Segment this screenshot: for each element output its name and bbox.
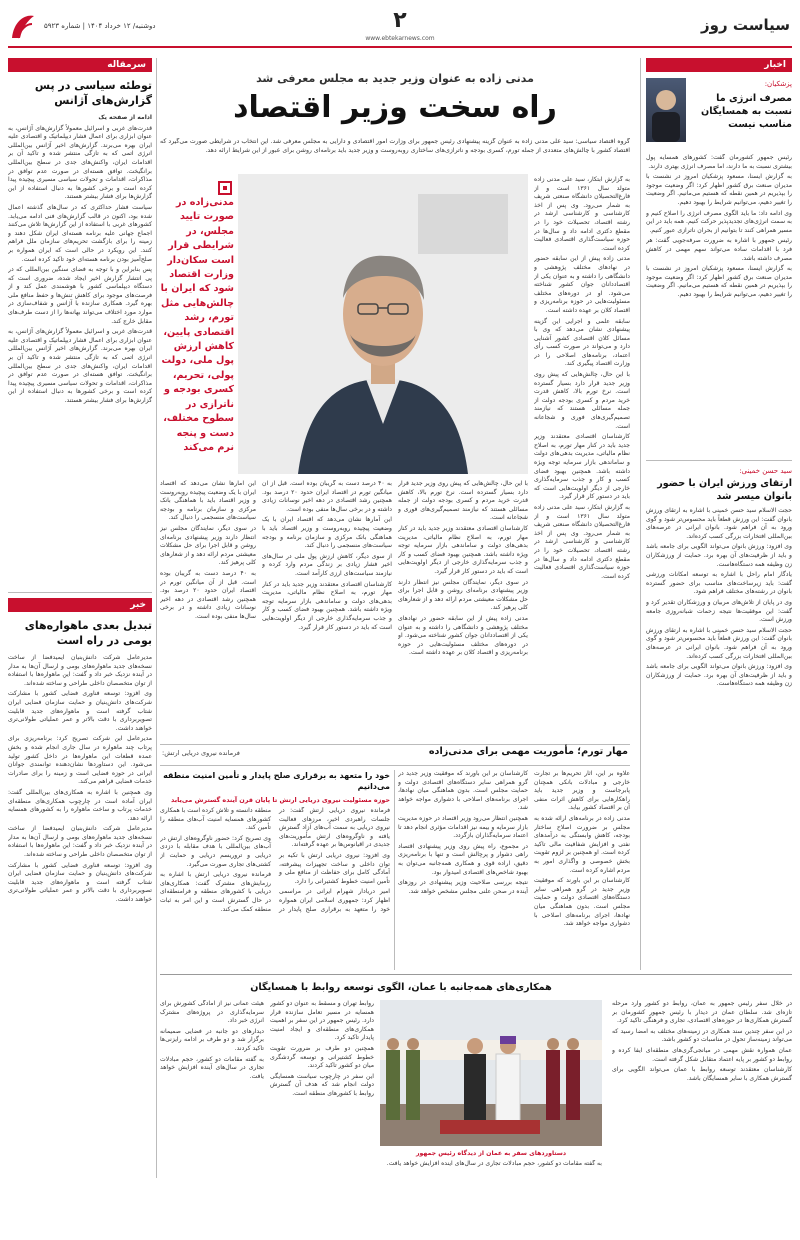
- article-paragraph: در سوی دیگر، نمایندگان مجلس نیز انتظار دارند وزیر پیشنهادی برنامه‌ای روشن و قابل اجرا برای حل مشکلات معیشتی مردم ارائه دهد و از شعارهای کلی پرهیز کند.: [398, 578, 528, 612]
- pull-quote: مدنی‌زاده در صورت تایید مجلس، در شرایطی قرار است سکان‌دار وزارت اقتصاد شود که ایران با چالش‌هایی مثل تورم، رشد اقتصادی پایین، کاهش ارزش پول ملی، دولت پولی، تحریم، کسری بودجه و ناترازی در سطوح مختلف، دست و پنجه نرم می‌کند: [160, 197, 234, 453]
- article-paragraph: مدنی زاده پیش از این سابقه حضور در نهادهای مختلف پژوهشی و دانشگاهی را داشته و به عنوان یکی از اقتصاددانان جوان کشور شناخته می‌شود. او در دوره‌های مختلف مسئولیت‌هایی در حوزه برنامه‌ریزی و اقتصاد کلان بر عهده داشته است.: [534, 255, 630, 314]
- article-paragraph: علاوه بر این، آثار تحریم‌ها بر تجارت خارجی و مبادلات بانکی همچنان پابرجاست و وزیر جدید باید راهکارهایی برای کاهش اثرات منفی آن بر اقتصاد کشور بیابد.: [534, 770, 630, 812]
- news-paragraph: مدیرعامل شرکت دانش‌بنیان ایمیدفضا از ساخت نسخه‌های جدید ماهواره‌های بومی و ارسال آن‌ها به مدار در آینده نزدیک خبر داد و گفت: این ماهواره‌ها با استفاده از توان متخصصان داخلی طراحی و ساخته شده‌اند.: [8, 825, 152, 859]
- article-kicker: مدنی زاده به عنوان وزیر جدید به مجلس معرفی شد: [256, 72, 534, 85]
- article-paragraph: از سوی دیگر، کاهش ارزش پول ملی در سال‌های اخیر فشار زیادی بر زندگی مردم وارد کرده و نیازمند سیاست‌های ارزی کارآمد است.: [262, 552, 392, 577]
- military-paragraph: امیر دریادار شهرام ایرانی در مراسمی اظهار کرد: جمهوری اسلامی ایران همواره خود را متعهد به برقراری صلح پایدار در منطقه دانسته و تلاش کرده است با همکاری کشورهای همسایه امنیت آب‌های منطقه را تأمین کند.: [160, 807, 390, 913]
- issue-info: دوشنبه/ ۱۲ خرداد ۱۴۰۴ | شماره ۵۹۲۳: [44, 22, 156, 30]
- article-lower-right: [534, 770, 630, 970]
- article-paragraph: با این حال، چالش‌هایی که پیش روی وزیر جدید قرار دارد بسیار گسترده است. نرخ تورم بالا، کاهش قدرت خرید مردم و کسری بودجه دولت از جمله مسائلی هستند که نیازمند تصمیم‌گیری‌های فوری و شجاعانه است.: [398, 480, 528, 522]
- bottom-paragraph: به گفته مقامات دو کشور، حجم مبادلات تجاری در سال‌های آینده افزایش خواهد یافت.: [160, 1055, 264, 1080]
- news2-body: [646, 507, 792, 917]
- divider: [8, 592, 152, 593]
- bottom-col-d: [160, 1000, 264, 1176]
- news2-paragraph: یادگار امام راحل با اشاره به توسعه امکانات ورزشی گفت: باید زیرساخت‌های مناسب برای حضور گسترده بانوان در رشته‌های مختلف فراهم شود.: [646, 571, 792, 596]
- news1-body: [646, 154, 792, 454]
- article-paragraph: همچنین انتظار می‌رود وزیر اقتصاد در حوزه مدیریت بازار سرمایه و بیمه نیز اقدامات مؤثری انجام دهد تا اعتماد سرمایه‌گذاران بازگردد.: [398, 814, 528, 840]
- bottom-col-a: [612, 1000, 792, 1176]
- bottom-col-b: [380, 1160, 602, 1180]
- bottom-paragraph: به گفته مقامات دو کشور، حجم مبادلات تجاری در سال‌های آینده افزایش خواهد یافت.: [386, 1160, 602, 1167]
- news2-paragraph: حجت الاسلام سید حسن خمینی با اشاره به ارتقای ورزش بانوان گفت: این ورزش قطعاً باید محسوس‌تر شود و گوی ورود به آن فراهم شود. بانوان ایرانی در عرصه‌های بین‌المللی افتخارات بزرگی کسب کرده‌اند.: [646, 626, 792, 660]
- article-col-mid: [398, 480, 528, 738]
- article-paragraph: کارشناسان اقتصادی معتقدند وزیر جدید باید در کنار مهار تورم، به اصلاح نظام مالیاتی، مدیریت بدهی‌های دولت و ساماندهی بازار سرمایه توجه ویژه داشته باشد. همچنین بهبود فضای کسب و کار و جذب سرمایه‌گذاری خارجی از دیگر اولویت‌هایی است که باید در دستور کار قرار گیرد.: [398, 524, 528, 575]
- bottom-paragraph: هیئت عمانی نیز از آمادگی کشورش برای سرمایه‌گذاری در پروژه‌های مشترک انرژی خبر داد.: [160, 1000, 264, 1025]
- news1-paragraph: به گزارش ایسنا، مسعود پزشکیان امروز در نشست با مدیران صنعت برق کشور اظهار کرد: اگر وضعیت موجود را بپذیریم در همین نقطه که هستیم می‌مانیم. اگر وضعیت را تغییر دهیم، می‌توانیم شرایط را بهبود دهیم.: [646, 265, 792, 298]
- news-title: تبدیل بعدی ماهواره‌های بومی در راه است: [24, 619, 152, 647]
- bottom-paragraph: کارشناسان معتقدند توسعه روابط با عمان می‌تواند الگویی برای گسترش همکاری با سایر همسایگان باشد.: [612, 1066, 792, 1082]
- section-title: سیاست روز: [701, 16, 790, 34]
- bottom-paragraph: عمان همواره نقش مهمی در میانجی‌گری‌های منطقه‌ای ایفا کرده و روابط دو کشور بر پایه اعتماد متقابل شکل گرفته است.: [612, 1046, 792, 1063]
- article-paragraph: به ۴۰ درصد دست به گریبان بوده است. قبل از آن میانگین تورم در اقتصاد ایران حدود ۲۰ درصد بود. همچنین رشد اقتصادی در دهه اخیر نوسانات زیادی داشته و در برخی سال‌ها منفی بوده است.: [262, 480, 392, 513]
- article-paragraph: نتیجه بررسی صلاحیت وزیر پیشنهادی در روزهای آینده در صحن علنی مجلس مشخص خواهد شد.: [398, 879, 528, 895]
- article-paragraph: به گزارش ابتکار، سید علی مدنی زاده متولد سال ۱۳۶۱ است و از فارغ‌التحصیلان دانشگاه صنعتی شریف به شمار می‌رود. وی پس از اخذ کارشناسی و کارشناسی ارشد در رشته اقتصاد، تحصیلات خود را در مقطع دکتری ادامه داد و سال‌ها در حوزه سیاست‌گذاری اقتصادی فعالیت کرده است.: [534, 503, 630, 580]
- editorial-paragraph: ادامه از صفحه یک: [98, 114, 152, 121]
- photo-caption: دستاوردهای سفر به عمان از دیدگاه رئیس جمهور: [415, 1150, 567, 1157]
- military-body: [160, 807, 390, 967]
- bottom-paragraph: در این سفر چندین سند همکاری در زمینه‌های مختلف به امضا رسید که می‌تواند زمینه‌ساز تحول در مناسبات دو کشور باشد.: [612, 1027, 792, 1044]
- bottom-paragraph: همچنین دو طرف بر ضرورت تقویت خطوط کشتیرانی و توسعه گردشگری میان دو کشور تاکید کردند.: [270, 1044, 374, 1070]
- military-paragraph: فرمانده نیروی دریایی ارتش گفت: در جلسات راهبردی اخیر، مرزهای فعالیت نیروی دریایی به سمت آب‌های آزاد گسترش یافته و ناوگروه‌های ارتش مأموریت‌های جدیدی در اقیانوس‌ها بر عهده گرفته‌اند.: [279, 807, 390, 849]
- news1-paragraph: رئیس جمهور با اشاره به ضرورت صرفه‌جویی گفت: هر فرد با اقدامات ساده می‌تواند سهم مهمی در کاهش مصرف داشته باشد.: [646, 237, 792, 262]
- briefs-section: [646, 58, 792, 917]
- military-subtitle: حوزه مسئولیت نیروی دریایی ارتش تا پایان قرن آینده گسترش می‌یابد: [171, 796, 390, 804]
- article-paragraph: با این حال، چالش‌هایی که پیش روی وزیر جدید قرار دارد بسیار گسترده است. نرخ تورم بالا، کاهش قدرت خرید مردم و کسری بودجه دولت از جمله مسائلی هستند که نیازمند تصمیم‌گیری‌های فوری و شجاعانه است.: [534, 371, 630, 430]
- military-paragraph: وی تصریح کرد: حضور ناوگروه‌های ارتش در آب‌های بین‌المللی با هدف مقابله با دزدی دریایی و تروریسم دریایی و حمایت از کشتی‌های تجاری صورت می‌گیرد.: [160, 834, 271, 868]
- news2-paragraph: وی افزود: ورزش بانوان می‌تواند الگویی برای جامعه باشد و باید از ظرفیت‌های آن بهره برد. حمایت از ورزشکاران زن وظیفه همه دستگاه‌هاست.: [646, 543, 792, 568]
- editorial-paragraph: پس بنابراین و با توجه به فضای سنگین بین‌المللی که در پی انتشار گزارش اخیر ایجاد شده، ضروری است که دستگاه دیپلماسی کشور با هوشمندی عمل کند و از فرصت‌های موجود برای کاهش تنش‌ها و حفظ منافع ملی بهره گیرد. همکاری سازنده با آژانس و شفاف‌سازی در موارد مورد اختلاف می‌تواند بهانه‌ها را از دست طرف‌های مقابل خارج کند.: [8, 266, 152, 325]
- news-body: [8, 654, 152, 1224]
- news-tag: خبر: [8, 598, 152, 612]
- editorial-body: [8, 114, 152, 588]
- article-paragraph: این آمارها نشان می‌دهد که اقتصاد ایران با یک وضعیت پیچیده روبه‌روست و وزیر اقتصاد باید با هماهنگی بانک مرکزی و سازمان برنامه و بودجه سیاست‌های منسجمی را دنبال کند.: [262, 516, 392, 550]
- article-paragraph: مدنی زاده پیش از این سابقه حضور در نهادهای مختلف پژوهشی و دانشگاهی را داشته و به عنوان یکی از اقتصاددانان جوان کشور شناخته می‌شود. او در دوره‌های مختلف مسئولیت‌هایی در حوزه برنامه‌ریزی و اقتصاد کلان بر عهده داشته است.: [398, 614, 528, 657]
- article-paragraph: کارشناسان بر این باورند که موفقیت وزیر جدید در گرو همراهی سایر دستگاه‌های اقتصادی دولت و حمایت مجلس است. بدون هماهنگی میان نهادها، اجرای برنامه‌های اصلاحی با دشواری مواجه خواهد شد.: [398, 770, 528, 812]
- military-paragraph: وی افزود: نیروی دریایی ارتش با تکیه بر توان داخلی و ساخت تجهیزات پیشرفته، آمادگی کامل برای حفاظت از منافع ملی و تأمین امنیت خطوط کشتیرانی را دارد.: [279, 851, 390, 885]
- military-paragraph: فرمانده نیروی دریایی ارتش با اشاره به رزمایش‌های مشترک گفت: همکاری‌های دریایی با کشورهای منطقه و فرامنطقه‌ای در حال گسترش است و این امر به ثبات منطقه کمک می‌کند.: [160, 871, 271, 913]
- editorial-paragraph: قدرت‌های غربی و اسرائیل معمولاً گزارش‌های آژانس، به عنوان ابزاری برای اعمال فشار دیپلماتیک و اقتصادی علیه ایران بهره می‌برند. گزارش‌های اخیر آژانس بین‌المللی انرژی اتمی که به تازگی منتشر شده و تاکید آن بر اقدامات ایران، واکنش‌های جدی در سطح بین‌المللی برانگیخت. توافق هسته‌ای در صورت عدم توافق در مذاکرات، اقدامات و تحولات سیاسی مسیری پیچیده پیدا کرده است و برخی کشورها به دنبال استفاده از این گزارش‌ها برای فشار بیشتر هستند.: [8, 124, 152, 201]
- article-lower-mid: [398, 770, 528, 970]
- bottom-paragraph: دیدارهای دو جانبه در فضایی صمیمانه برگزار شد و دو طرف بر ادامه رایزنی‌ها تاکید کردند.: [160, 1027, 264, 1052]
- editorial-tag: سرمقاله: [8, 58, 152, 72]
- news1-paragraph: رئیس جمهور کشورمان گفت: کشورهای همسایه پول بیشتری نسبت به ما دارند، اما مصرف انرژی بهتری دارند.: [646, 154, 792, 170]
- news1-paragraph: به گزارش ایسنا، مسعود پزشکیان امروز در نشست با مدیران صنعت برق کشور اظهار کرد: اگر وضعیت موجود را بپذیریم در همین نقطه که هستیم می‌مانیم. اگر وضعیت را تغییر دهیم، می‌توانیم شرایط را بهبود دهیم.: [646, 173, 792, 206]
- article-col-right: [534, 176, 630, 740]
- editorial-title: توطئه سیاسی در پس گزارش‌های آژانس: [34, 79, 152, 107]
- article-paragraph: کارشناسان بر این باورند که موفقیت وزیر جدید در گرو همراهی سایر دستگاه‌های اقتصادی دولت و حمایت مجلس است. بدون هماهنگی میان نهادها، اجرای برنامه‌های اصلاحی با دشواری مواجه خواهد شد.: [534, 877, 630, 928]
- news2-title: ارتقای ورزش ایران با حضور بانوان میسر شد: [657, 478, 792, 502]
- news-paragraph: وی همچنین با اشاره به همکاری‌های بین‌المللی گفت: ایران آماده است در چارچوب همکاری‌های منطقه‌ای خدمات پرتاب و ساخت ماهواره را به کشورهای همسایه ارائه دهد.: [8, 788, 152, 822]
- news-paragraph: مدیرعامل شرکت دانش‌بنیان ایمیدفضا از ساخت نسخه‌های جدید ماهواره‌های بومی و ارسال آن‌ها به مدار در آینده نزدیک خبر داد و گفت: این ماهواره‌ها با استفاده از توان متخصصان داخلی طراحی و ساخته شده‌اند.: [8, 654, 152, 687]
- newspaper-logo-icon: [8, 10, 38, 42]
- article-paragraph: سابقه علمی و اجرایی این گزینه پیشنهادی نشان می‌دهد که وی با مسائل کلان اقتصادی کشور آشنایی دارد و می‌تواند در صورت کسب رأی اعتماد، برنامه‌های اصلاحی را در وزارت اقتصاد پیگیری کند.: [534, 317, 630, 368]
- news1-paragraph: وی ادامه داد: ما باید الگوی مصرف انرژی را اصلاح کنیم و به سمت انرژی‌های تجدیدپذیر حرکت کنیم. همه باید در این مسیر همراهی کنند تا بتوانیم از بحران ناترازی عبور کنیم.: [646, 209, 792, 234]
- space-news-section: [8, 598, 152, 1224]
- bottom-paragraph: این سفر در چارچوب سیاست همسایگی دولت انجام شد که هدف آن گسترش روابط با کشورهای منطقه است.: [270, 1072, 374, 1097]
- article-paragraph: به ۴۰ درصد دست به گریبان بوده است. قبل از آن میانگین تورم در اقتصاد ایران حدود ۲۰ درصد بود. همچنین رشد اقتصادی در دهه اخیر نوسانات زیادی داشته و در برخی سال‌ها منفی بوده است.: [160, 569, 256, 620]
- divider: [160, 974, 792, 975]
- article-paragraph: کارشناسان اقتصادی معتقدند وزیر جدید باید در کنار مهار تورم، به اصلاح نظام مالیاتی، مدیریت بدهی‌های دولت و ساماندهی بازار سرمایه توجه ویژه داشته باشد. همچنین بهبود فضای کسب و کار و جذب سرمایه‌گذاری خارجی از دیگر اولویت‌هایی است که باید در دستور کار قرار گیرد.: [262, 580, 392, 631]
- military-news: [160, 770, 390, 967]
- quote-icon: [218, 180, 232, 194]
- news-paragraph: وی افزود: توسعه فناوری فضایی کشور با مشارکت شرکت‌های دانش‌بنیان و حمایت سازمان فضایی ایران شتاب گرفته است و ماهواره‌های جدید قابلیت تصویربرداری با دقت بالاتر و عمر عملیاتی طولانی‌تری خواهند داشت.: [8, 861, 152, 904]
- article-paragraph: به گزارش ابتکار، سید علی مدنی زاده متولد سال ۱۳۶۱ است و از فارغ‌التحصیلان دانشگاه صنعتی شریف به شمار می‌رود. وی پس از اخذ کارشناسی و کارشناسی ارشد در رشته اقتصاد، تحصیلات خود را در مقطع دکتری ادامه داد و سال‌ها در حوزه سیاست‌گذاری اقتصادی فعالیت کرده است.: [534, 176, 630, 252]
- column-divider: [394, 770, 395, 970]
- strip-source: فرمانده نیروی دریایی ارتش:: [162, 749, 240, 757]
- article-paragraph: این آمارها نشان می‌دهد که اقتصاد ایران با یک وضعیت پیچیده روبه‌روست و وزیر اقتصاد باید با هماهنگی بانک مرکزی و سازمان برنامه و بودجه سیاست‌های منسجمی را دنبال کند.: [160, 480, 256, 522]
- bottom-paragraph: روابط تهران و مسقط به عنوان دو کشور همسایه در مسیر تعامل سازنده قرار دارد. رئیس جمهور در این سفر بر اهمیت همکاری‌های منطقه‌ای و ایجاد امنیت پایدار تاکید کرد.: [270, 1000, 374, 1042]
- header-rule: [8, 46, 792, 48]
- news1-title: مصرف انرژی ما نسبت به همسایگان مناسب نیست: [701, 93, 792, 130]
- editorial-paragraph: سیاست فشار حداکثری که در سال‌های گذشته اعمال شده بود، اکنون در قالب گزارش‌های فنی ادامه می‌یابد. کشورهای غربی با استفاده از این گزارش‌ها تلاش می‌کنند اجماع جهانی علیه برنامه هسته‌ای ایران شکل دهند و زمینه را برای بازگشت تحریم‌های سازمان ملل فراهم کنند. این رویکرد در حالی است که ایران همواره بر صلح‌آمیز بودن برنامه هسته‌ای خود تاکید کرده است.: [8, 203, 152, 263]
- bottom-col-c: [270, 1000, 374, 1176]
- editorial-section: [8, 58, 152, 588]
- column-divider: [156, 58, 157, 1178]
- article-lead: گروه اقتصاد سیاسی: سید علی مدنی زاده به عنوان گزینه پیشنهادی رئیس جمهور برای وزارت امور اقتصادی و دارایی به مجلس معرفی شد. این انتخاب در شرایطی صورت می‌گیرد که اقتصاد کشور با چالش‌های متعددی از جمله تورم، کسری بودجه و ناترازی‌های ساختاری روبه‌روست و وزیر جدید باید برنامه‌ای روشن برای عبور از این شرایط ارائه دهد.: [160, 138, 630, 154]
- news2-paragraph: وی افزود: ورزش بانوان می‌تواند الگویی برای جامعه باشد و باید از ظرفیت‌های آن بهره برد. حمایت از ورزشکاران زن وظیفه همه دستگاه‌هاست.: [646, 663, 792, 688]
- article-paragraph: مدنی زاده در برنامه‌های ارائه شده به مجلس بر ضرورت اصلاح ساختار بودجه، کاهش وابستگی به درآمدهای نفتی و افزایش شفافیت مالی تاکید کرده است. او همچنین بر لزوم تقویت بخش خصوصی و واگذاری امور به مردم اشاره کرده است.: [534, 814, 630, 874]
- article-headline: راه سخت وزیر اقتصاد: [233, 90, 557, 125]
- briefs-tag: اخبار: [646, 58, 792, 72]
- article-paragraph: در مجموع، راه پیش روی وزیر پیشنهادی اقتصاد راهی دشوار و پرچالش است و تنها با برنامه‌ریزی دقیق، اراده قوی و همکاری همه‌جانبه می‌توان به بهبود شاخص‌های اقتصادی امیدوار بود.: [398, 842, 528, 876]
- news1-source: پزشکیان:: [764, 80, 792, 88]
- minister-photo: [238, 174, 528, 474]
- news2-paragraph: حجت الاسلام سید حسن خمینی با اشاره به ارتقای ورزش بانوان گفت: این ورزش قطعاً باید محسوس‌تر شود و گوی ورود به آن فراهم شود. بانوان ایرانی در عرصه‌های بین‌المللی افتخارات بزرگی کسب کرده‌اند.: [646, 507, 792, 540]
- bottom-paragraph: در خلال سفر رئیس جمهور به عمان، روابط دو کشور وارد مرحله تازه‌ای شد. سلطان عمان در دیدار با رئیس جمهور کشورمان بر گسترش همکاری‌ها در حوزه‌های اقتصادی، تجاری و فرهنگی تاکید کرد.: [612, 1000, 792, 1025]
- news2-paragraph: وی در پایان از تلاش‌های مربیان و ورزشکاران تقدیر کرد و گفت: این موفقیت‌ها نتیجه زحمات شبانه‌روزی جامعه ورزش است.: [646, 598, 792, 624]
- article-subhead: مهار تورم؛ مأموریت مهمی برای مدنی‌زاده: [428, 746, 628, 757]
- news-paragraph: مدیرعامل این شرکت تصریح کرد: برنامه‌ریزی برای پرتاب چند ماهواره در سال جاری انجام شده و بخش عمده قطعات این ماهواره‌ها در داخل کشور تولید می‌شود. این دستاوردها نشان‌دهنده توانمندی جوانان ایرانی در حوزه فضایی است و زمینه را برای صادرات خدمات فضایی فراهم می‌کند.: [8, 735, 152, 786]
- page-number: ۲: [393, 8, 407, 33]
- website-url[interactable]: www.ebtekarnews.com: [365, 35, 435, 42]
- column-divider: [640, 58, 641, 970]
- president-photo: [646, 78, 686, 142]
- bottom-headline: همکاری‌های همه‌جانبه با عمان، الگوی توسعه روابط با همسایگان: [250, 982, 552, 993]
- news-paragraph: وی افزود: توسعه فناوری فضایی کشور با مشارکت شرکت‌های دانش‌بنیان و حمایت سازمان فضایی ایران شتاب گرفته است و ماهواره‌های جدید قابلیت تصویربرداری با دقت بالاتر و عمر عملیاتی طولانی‌تری خواهند داشت.: [8, 690, 152, 732]
- military-headline: خود را متعهد به برقراری صلح پایدار و تأمین امنیت منطقه می‌دانیم: [163, 771, 390, 791]
- article-col-far-left: [160, 480, 256, 738]
- article-paragraph: در سوی دیگر، نمایندگان مجلس نیز انتظار دارند وزیر پیشنهادی برنامه‌ای روشن و قابل اجرا برای حل مشکلات معیشتی مردم ارائه دهد و از شعارهای کلی پرهیز کند.: [160, 524, 256, 567]
- oman-visit-photo: [380, 1000, 602, 1146]
- editorial-paragraph: قدرت‌های غربی و اسرائیل معمولاً گزارش‌های آژانس، به عنوان ابزاری برای اعمال فشار دیپلماتیک و اقتصادی علیه ایران بهره می‌برند. گزارش‌های اخیر آژانس بین‌المللی انرژی اتمی که به تازگی منتشر شده و تاکید آن بر اقدامات ایران، واکنش‌های جدی در سطح بین‌المللی برانگیخت. توافق هسته‌ای در صورت عدم توافق در مذاکرات، اقدامات و تحولات سیاسی مسیری پیچیده پیدا کرده است و برخی کشورها به دنبال استفاده از این گزارش‌ها برای فشار بیشتر هستند.: [8, 328, 152, 404]
- article-paragraph: کارشناسان اقتصادی معتقدند وزیر جدید باید در کنار مهار تورم، به اصلاح نظام مالیاتی، مدیریت بدهی‌های دولت و ساماندهی بازار سرمایه توجه ویژه داشته باشد. همچنین بهبود فضای کسب و کار و جذب سرمایه‌گذاری خارجی از دیگر اولویت‌هایی است که باید در دستور کار قرار گیرد.: [534, 433, 630, 501]
- news2-source: سید حسن خمینی:: [739, 467, 792, 475]
- article-col-left: [262, 480, 392, 738]
